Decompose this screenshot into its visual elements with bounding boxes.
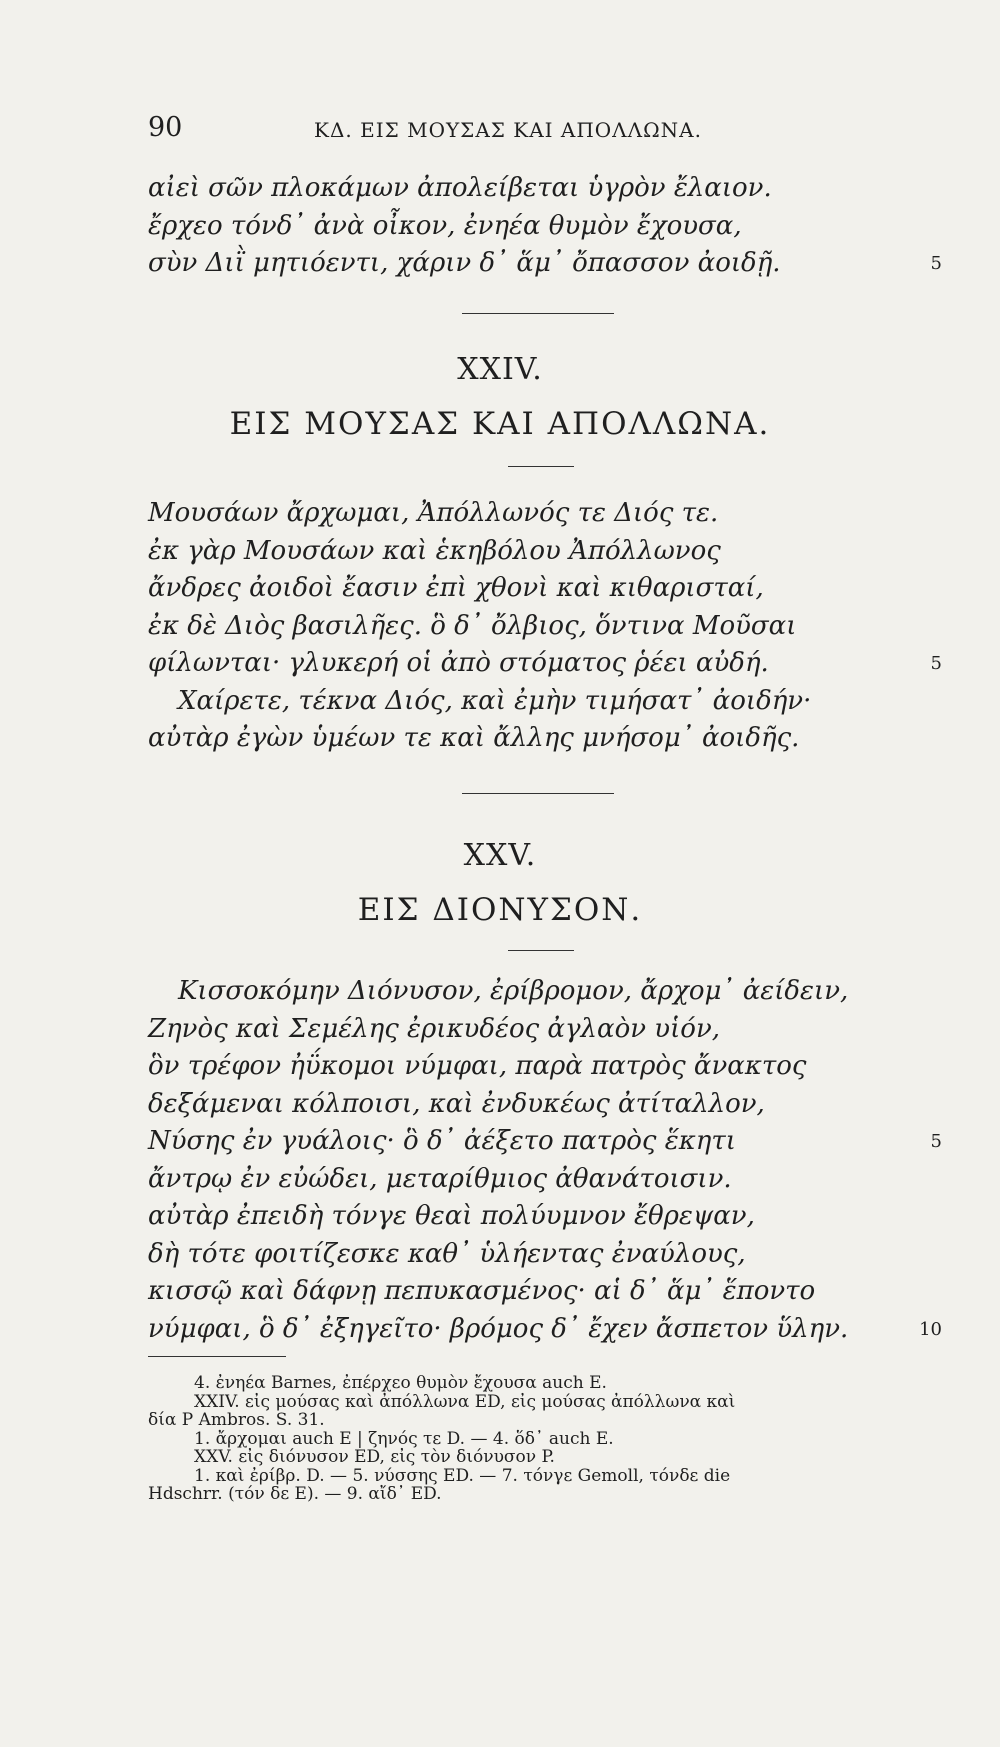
title-rule [508, 950, 574, 951]
line-number: 5 [930, 653, 942, 674]
page-number: 90 [148, 112, 183, 143]
verse-text: Κισσοκόμην Διόνυσον, ἐρίβρομον, ἄρχομ᾽ ἀείδειν, [178, 976, 849, 1006]
verse-text: νύμφαι, ὃ δ᾽ ἐξηγεῖτο· βρόμος δ᾽ ἔχεν ἄσπετον ὕλην. [148, 1313, 849, 1344]
verse-line [0, 1273, 1000, 1311]
verse-text: ἐκ δὲ Διὸς βασιλῆες. ὃ δ᾽ ὄλβιος, ὅντινα Μοῦσαι [148, 610, 797, 641]
verse-line [0, 1086, 1000, 1124]
running-head [148, 112, 938, 142]
verse-line [0, 1161, 1000, 1199]
hymn-24-title: ΕΙΣ ΜΟΥΣΑΣ ΚΑΙ ΑΠΟΛΛΩΝΑ. [229, 406, 771, 442]
verse-line [0, 973, 1000, 1011]
hymn-25-title: ΕΙΣ ΔΙΟΝΥΣΟΝ. [357, 892, 643, 928]
verse-line [0, 533, 1000, 571]
section-rule [462, 793, 614, 794]
hymn-25-text [0, 973, 1000, 1348]
verse-text: αὐτὰρ ἐγὼν ὑμέων τε καὶ ἄλλης μνήσομ᾽ ἀοιδῆς. [148, 723, 800, 753]
verse-text: ἐκ γὰρ Μουσάων καὶ ἑκηβόλου Ἀπόλλωνος [148, 535, 721, 566]
verse-text: δὴ τότε φοιτίζεσκε καθ᾽ ὑλήεντας ἐναύλους, [148, 1238, 746, 1269]
line-number: 5 [930, 1131, 942, 1152]
verse-text: ἔρχεο τόνδ᾽ ἀνὰ οἶκον, ἐνηέα θυμὸν ἔχουσα, [148, 210, 742, 241]
verse-line [0, 1011, 1000, 1049]
footnote-line: Hdschrr. (τόν δε E). — 9. αἴδ᾽ ED. [148, 1484, 442, 1504]
verse-line [0, 570, 1000, 608]
verse-line [0, 1311, 1000, 1349]
previous-hymn-ending [0, 170, 1000, 283]
footnote-line: XXV. εἰς διόνυσον ED, εἰς τὸν διόνυσον P. [194, 1447, 555, 1467]
verse-line [0, 208, 1000, 246]
verse-line [0, 245, 1000, 283]
hymn-24-number: XXIV. [457, 352, 543, 387]
hymn-25-number: XXV. [463, 838, 537, 873]
verse-text: φίλωνται· γλυκερή οἱ ἀπὸ στόματος ῥέει αὐδή. [148, 648, 769, 678]
verse-line [0, 608, 1000, 646]
verse-text: Ζηνὸς καὶ Σεμέλης ἐρικυδέος ἀγλαὸν υἱόν, [148, 1013, 721, 1044]
verse-text: αἰεὶ σῶν πλοκάμων ἀπολείβεται ὑγρὸν ἔλαιον. [148, 173, 772, 203]
verse-text: ὃν τρέφον ἠΰκομοι νύμφαι, παρὰ πατρὸς ἄνακτος [148, 1051, 807, 1081]
verse-line [0, 1048, 1000, 1086]
footnote-line: XXIV. εἰς μούσας καὶ ἀπόλλωνα ED, εἰς μούσας ἀπόλλωνα καὶ [194, 1391, 736, 1412]
footnote-line: 4. ἐνηέα Barnes, ἐπέρχεο θυμὸν ἔχουσα auch E. [194, 1373, 607, 1393]
line-number: 5 [930, 253, 942, 274]
footnote-line: δία P Ambros. S. 31. [148, 1410, 325, 1430]
verse-text: ἄνδρες ἀοιδοὶ ἔασιν ἐπὶ χθονὶ καὶ κιθαρισταί, [148, 573, 764, 603]
verse-text: Χαίρετε, τέκνα Διός, καὶ ἐμὴν τιμήσατ᾽ ἀοιδήν· [178, 685, 812, 716]
verse-text: κισσῷ καὶ δάφνῃ πεπυκασμένος· αἱ δ᾽ ἅμ᾽ ἕποντο [148, 1276, 816, 1306]
footnotes [148, 1374, 938, 1504]
verse-line [0, 720, 1000, 758]
verse-line [0, 495, 1000, 533]
hymn-24-text [0, 495, 1000, 758]
verse-line [0, 1198, 1000, 1236]
running-head-title: ΚΔ. ΕΙΣ ΜΟΥΣΑΣ ΚΑΙ ΑΠΟΛΛΩΝΑ. [314, 118, 702, 142]
verse-line [0, 1236, 1000, 1274]
verse-text: δεξάμεναι κόλποισι, καὶ ἐνδυκέως ἀτίταλλον, [148, 1088, 765, 1119]
footnote-line: 1. καὶ ἐρίβρ. D. — 5. νύσσης ED. — 7. τόνγε Gemoll, τόνδε die [194, 1465, 731, 1486]
verse-line [0, 170, 1000, 208]
verse-text: ἄντρῳ ἐν εὐώδει, μεταρίθμιος ἀθανάτοισιν. [148, 1163, 732, 1194]
verse-line [0, 683, 1000, 721]
footnote-rule [148, 1356, 286, 1357]
verse-text: σὺν Διῒ μητιόεντι, χάριν δ᾽ ἅμ᾽ ὄπασσον ἀοιδῇ. [148, 248, 781, 278]
verse-line [0, 645, 1000, 683]
line-number: 10 [919, 1318, 942, 1340]
verse-text: αὐτὰρ ἐπειδὴ τόνγε θεαὶ πολύυμνον ἔθρεψαν, [148, 1201, 755, 1231]
title-rule [508, 466, 574, 467]
verse-text: Μουσάων ἄρχωμαι, Ἀπόλλωνός τε Διός τε. [148, 498, 719, 528]
verse-text: Νύσης ἐν γυάλοις· ὃ δ᾽ ἀέξετο πατρὸς ἕκητι [148, 1126, 736, 1156]
verse-line [0, 1123, 1000, 1161]
footnote-line: 1. ἄρχομαι auch E | ζηνός τε D. — 4. ὅδ᾽ auch E. [194, 1428, 614, 1449]
section-rule [462, 313, 614, 314]
